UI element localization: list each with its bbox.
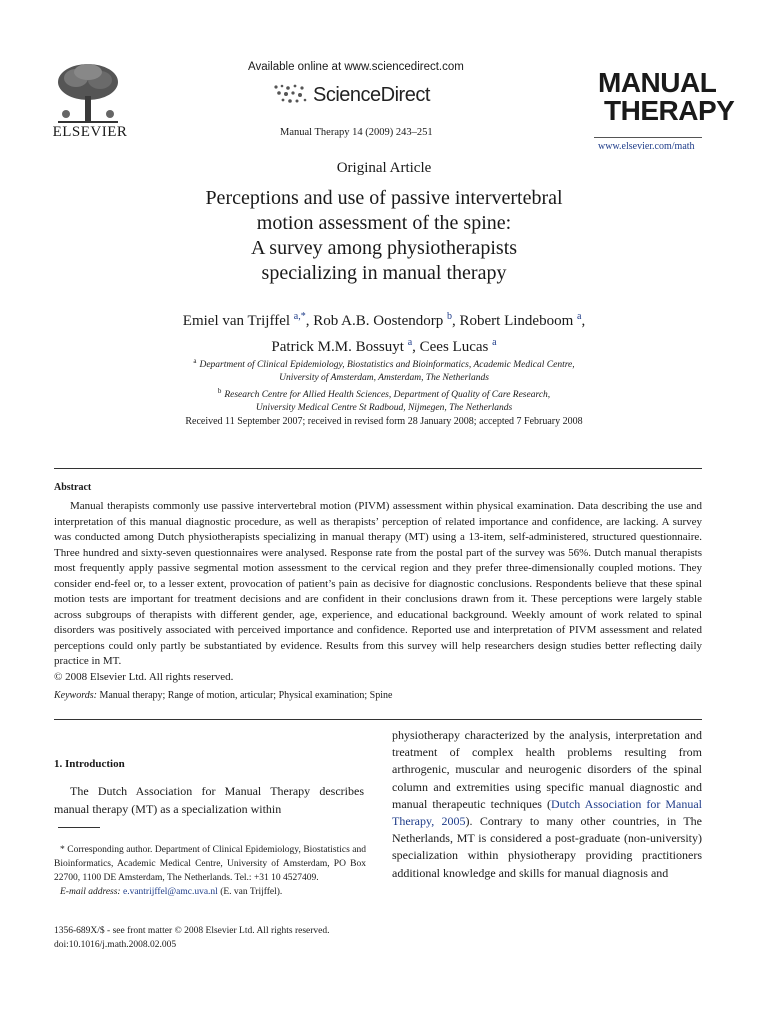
body-text-right — [392, 727, 702, 882]
journal-logo-line2: THERAPY — [604, 95, 735, 126]
email-owner: (E. van Trijffel). — [217, 887, 283, 897]
abstract-text: Manual therapists commonly use passive intervertebral motion (PIVM) assessment within physical examination. Data describing the use and interpretation of this manual diagnostic procedure, as well as therapists’ perception of related importance and confidence, are lacking. A survey was conducted among Dutch physiotherapists specializing in manual therapy (MT) using a 13-item, self-administered, structured questionnaire. Three hundred and sixty-seven questionnaires were analysed. Response rate from the postal part of the survey was 56%. Dutch manual therapists most frequently apply passive segmental motion assessment to the cervical region and they prefer three-dimensionally coupled motions. They consider end-feel or, to a lesser extent, provocation of patient’s pain as decisive for diagnostic conclusions. Respondents believe that these spinal motion tests are important for treatment decisions and are confident in their conclusions drawn from it. These perceptions were largely stable across subgroups of therapists with different gender, age, experience, and educational background. Weekly amount of work related to spinal disorders was positively associated with perceived importance and confidence. Reported use and interpretation of PIVM assessment and related perceptions could only partly be substantiated by evidence. Results from this survey will help researchers design studies better reflecting daily practice in MT. — [54, 500, 702, 667]
title-line: motion assessment of the spine: — [256, 212, 512, 234]
author-separator: , — [452, 313, 460, 329]
section-heading-introduction: 1. Introduction — [54, 758, 125, 770]
abstract-body — [54, 499, 702, 685]
divider — [54, 468, 702, 469]
corresponding-author-footnote — [54, 843, 366, 899]
title-line: Perceptions and use of passive intervertebral — [205, 187, 563, 209]
footnote-divider — [58, 827, 100, 828]
author-name[interactable]: Rob A.B. Oostendorp — [313, 313, 444, 329]
affiliation-line: University Medical Centre St Radboud, Nijmegen, The Netherlands — [255, 403, 513, 414]
citation-link[interactable]: Dutch Association for Manual Therapy, 2005 — [392, 796, 702, 829]
article-title — [134, 186, 634, 286]
author-name[interactable]: Emiel van Trijffel — [182, 313, 291, 329]
sciencedirect-dots-icon — [270, 83, 310, 105]
affiliation-line: Department of Clinical Epidemiology, Biostatistics and Bioinformatics, Academic Medical Centre, — [199, 360, 575, 371]
author-name[interactable]: Patrick M.M. Bossuyt — [271, 339, 404, 355]
affiliation-mark: b — [217, 387, 222, 396]
copyright-line: © 2008 Elsevier Ltd. All rights reserved. — [54, 670, 234, 683]
keywords-list: Manual therapy; Range of motion, articular; Physical examination; Spine — [99, 690, 393, 701]
author-name[interactable]: Cees Lucas — [419, 339, 489, 355]
affiliation-line: University of Amsterdam, Amsterdam, The Netherlands — [279, 373, 489, 384]
footnote-corresponding: * Corresponding author. Department of Clinical Epidemiology, Biostatistics and Bioinformatics, Academic Medical Centre, University of Amsterdam, PO Box 22700, 1100 DE Amsterdam, The Netherlands. Tel.: +31 10 4527409. — [54, 845, 366, 883]
author-affiliation-mark[interactable]: a,* — [293, 311, 306, 322]
available-online-text[interactable]: Available online at www.sciencedirect.com — [248, 61, 464, 73]
publisher-name: ELSEVIER — [52, 124, 128, 140]
email-link[interactable]: e.vantrijffel@amc.uva.nl — [122, 887, 218, 897]
elsevier-tree-logo — [52, 60, 124, 132]
front-matter — [54, 924, 330, 952]
body-text-left: The Dutch Association for Manual Therapy describes manual therapy (MT) as a specialization within — [54, 784, 364, 816]
author-separator: , — [305, 313, 314, 329]
doi[interactable]: doi:10.1016/j.math.2008.02.005 — [54, 940, 177, 950]
author-separator: , — [412, 339, 420, 355]
article-type: Original Article — [336, 160, 432, 176]
journal-logo-line1: MANUAL — [598, 67, 717, 98]
article-dates: Received 11 September 2007; received in revised form 28 January 2008; accepted 7 February 2008 — [185, 416, 583, 427]
abstract-heading: Abstract — [54, 482, 92, 493]
body-text: ). Contrary to many other countries, in The Netherlands, MT is considered a post-graduate (non-university) specialization within physiotherapy providing practitioners additional knowledge and skills for manual diagnosis and — [392, 814, 703, 880]
keywords-label: Keywords: — [54, 690, 97, 701]
author-affiliation-mark[interactable]: a — [492, 337, 497, 348]
body-text: physiotherapy characterized by the analysis, interpretation and treatment of complex health problems resulting from arthrogenic, muscular and neurogenic disorders of the spinal column and extremities using specific manual diagnostic and manual therapeutic techniques ( — [392, 728, 702, 811]
journal-url-link[interactable]: www.elsevier.com/math — [598, 141, 695, 152]
affiliation-mark: a — [193, 357, 197, 365]
affiliations — [100, 355, 668, 415]
author-separator: , — [581, 313, 586, 329]
author-affiliation-mark[interactable]: a — [576, 311, 582, 322]
author-name[interactable]: Robert Lindeboom — [459, 313, 574, 329]
keywords — [54, 690, 392, 701]
author-list — [100, 306, 668, 358]
front-matter-issn: 1356-689X/$ - see front matter © 2008 Elsevier Ltd. All rights reserved. — [54, 926, 330, 936]
journal-reference: Manual Therapy 14 (2009) 243–251 — [280, 127, 433, 138]
author-affiliation-mark[interactable]: b — [447, 311, 452, 322]
divider — [594, 137, 702, 138]
sciencedirect-logo: ScienceDirect — [313, 84, 430, 106]
affiliation-line: Research Centre for Allied Health Sciences, Department of Quality of Care Research, — [224, 390, 551, 401]
title-line: A survey among physiotherapists — [250, 237, 518, 259]
title-line: specializing in manual therapy — [261, 262, 507, 284]
author-affiliation-mark[interactable]: a — [407, 337, 413, 348]
email-label: E-mail address: — [60, 887, 121, 897]
divider — [54, 719, 702, 720]
